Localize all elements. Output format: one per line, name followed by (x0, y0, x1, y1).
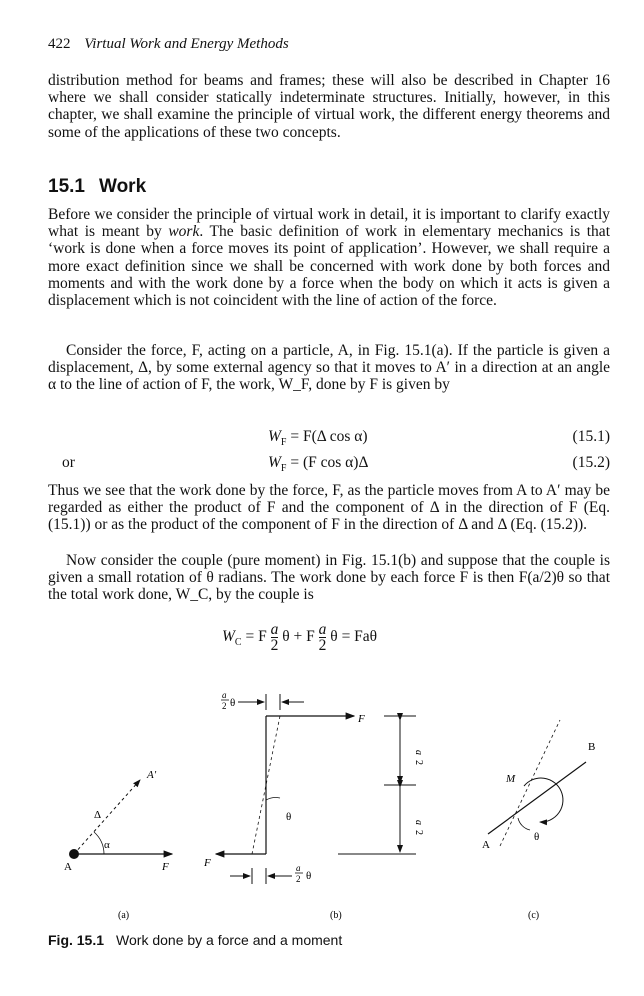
equation-number-15-1: (15.1) (572, 428, 610, 445)
label-m: M (506, 773, 516, 785)
svg-text:a: a (413, 820, 424, 825)
label-theta-c: θ (534, 831, 540, 843)
thus-paragraph: Thus we see that the work done by the force, F, as the particle moves from A to A′ may be regarded as either the product of F and the component of Δ in the direction of F (Eq. (15.1)) or as the product of the component of F in the direction of Δ and Δ (Eq. (15.2)). (48, 482, 610, 534)
svg-text:a: a (413, 750, 424, 755)
work-emphasis: work (168, 223, 200, 241)
running-title: Virtual Work and Energy Methods (84, 36, 289, 52)
moment-arrow (524, 778, 563, 822)
force-paragraph: Consider the force, F, acting on a particle, A, in Fig. 15.1(a). If the particle is given a displacement, Δ, by some external agency so that it moves to A′ in a direction at an angle α to the line of action of F, the work, W_F, done by F is given by (48, 342, 610, 394)
panel-a (64, 769, 172, 921)
intro-paragraph: distribution method for beams and frames; these will also be described in Chapter 16 where we shall consider statically indeterminate structures. Initially, however, in this chapter, we shall examine the principle of virtual work, the different energy theorems and some of the applications of these two concepts. (48, 72, 610, 141)
section-title: Work (98, 176, 147, 197)
figure-caption (48, 932, 342, 948)
caption-text: Work done by a force and a moment (116, 932, 343, 948)
bar-ab (488, 762, 586, 834)
equation-number-15-2: (15.2) (572, 454, 610, 471)
figure-15-1 (0, 680, 644, 930)
couple-paragraph: Now consider the couple (pure moment) in Fig. 15.1(b) and suppose that the couple is given a small rotation of θ radians. The work done by each force F is then F(a/2)θ so that the total work done, W_C, by the couple is (48, 552, 610, 604)
equation-couple-work: $W_C = F$ $\frac{a}{2}$ θ + F $\frac{a}{2}$ θ = Faθ (222, 621, 378, 654)
svg-text:θ: θ (230, 697, 236, 709)
label-theta-b: θ (286, 811, 292, 823)
work-definition-paragraph: Before we consider the principle of virtual work in detail, it is important to clarify exactly what is meant by work. The basic definition of work in elementary mechanics is that ‘work is done when a force moves its point of application’. However, we shall require a more exact definition since we shall be concerned with work done by both forces and moments and with the work done by a force when the body on which it acts is given a displacement which is not coincident with the line of action of the force. (48, 206, 610, 310)
label-a-c: A (482, 839, 490, 851)
sub-label-a: (a) (118, 910, 130, 921)
equation-or: or (62, 454, 75, 471)
section-heading (48, 176, 146, 198)
svg-text:2: 2 (413, 760, 424, 765)
label-a: A (64, 861, 72, 873)
running-header (48, 36, 289, 53)
panel-b (203, 690, 424, 921)
panel-c (482, 720, 595, 921)
svg-text:2: 2 (296, 874, 301, 884)
sub-label-b: (b) (330, 910, 342, 921)
label-b: B (588, 741, 596, 753)
equation-15-1: $W_F = F(\Delta$ cos α) (268, 428, 368, 449)
sub-label-c: (c) (528, 910, 540, 921)
section-number: 15.1 (48, 176, 85, 197)
label-delta: Δ (94, 809, 102, 821)
label-a-prime: A′ (147, 769, 157, 781)
equation-15-2: $W_F = (F$ cos α)Δ (268, 454, 369, 475)
caption-label: Fig. 15.1 (48, 932, 105, 948)
svg-text:a: a (222, 690, 227, 700)
label-f-top: F (358, 713, 365, 725)
svg-text:θ: θ (306, 870, 312, 882)
label-f-bottom: F (204, 857, 211, 869)
svg-text:a: a (296, 863, 301, 873)
page-number: 422 (48, 36, 71, 52)
svg-text:2: 2 (413, 830, 424, 835)
label-f-a: F (162, 861, 169, 873)
svg-text:2: 2 (222, 701, 227, 711)
label-alpha: α (104, 839, 110, 851)
